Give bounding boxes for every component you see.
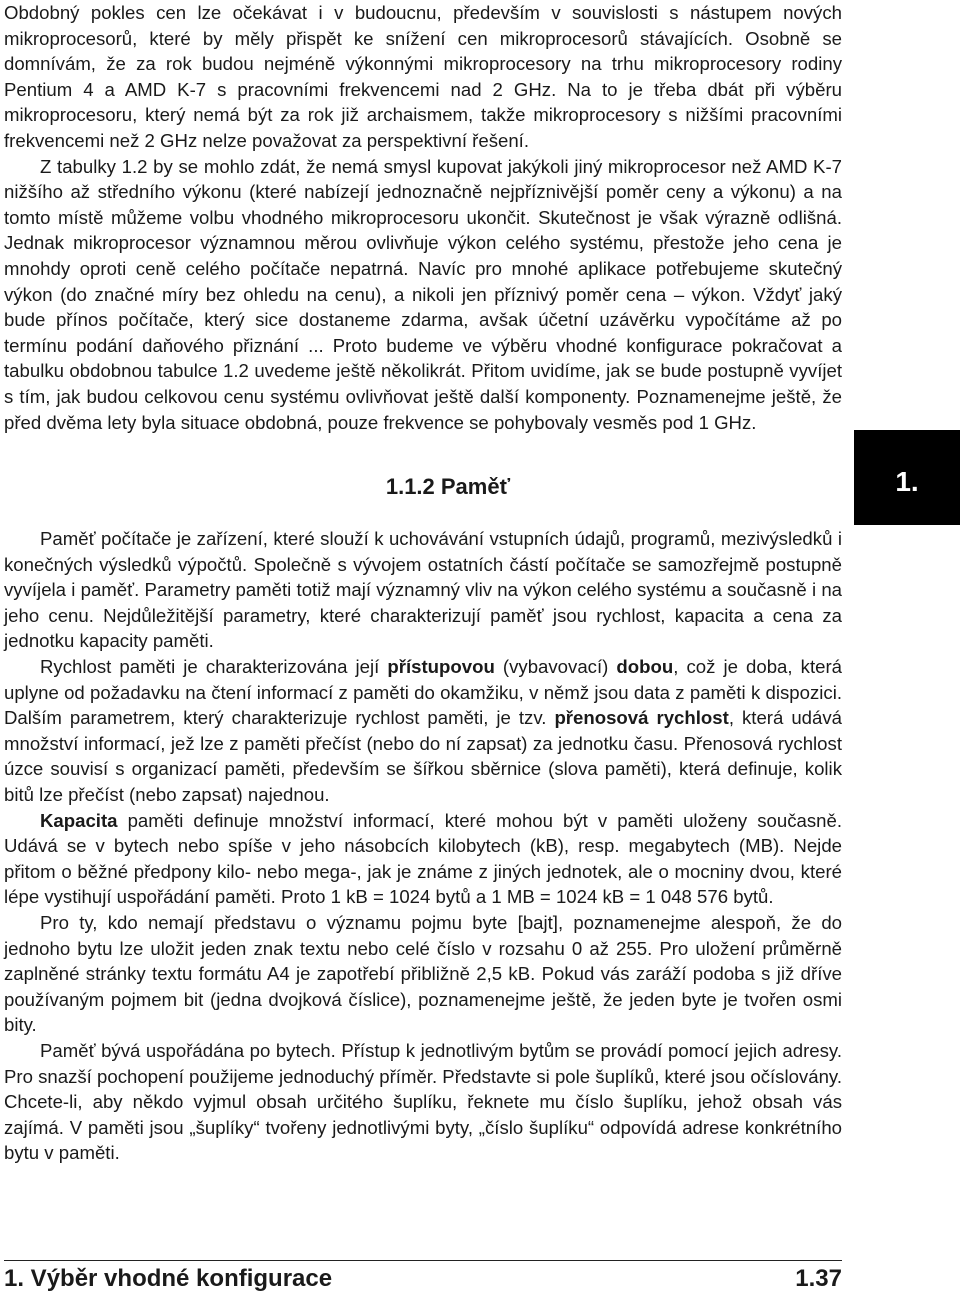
term-transfer-rate: přenosová rychlost (554, 707, 729, 729)
paragraph-memory-layout: Paměť bývá uspořádána po bytech. Přístup k jednotlivým bytům se provádí pomocí jejich adresy. Pro snazší pochopení použijeme jednoduchý příměr. Představte si pole šuplíků, které jsou očíslovány. Chcete-li, aby někdo vyjmul obsah určitého šuplíku, řeknete mu číslo šuplíku, jehož obsah vás zajímá. V paměti jsou „šuplíky“ tvořeny jednotlivými byty, „číslo šuplíku“ odpovídá adrese konkrétního bytu v paměti. (4, 1039, 842, 1164)
speed-text-3: , což je doba, která uplyne od požadavku na čtení informací z paměti do okamžiku, v němž jsou data z paměti k dispozici. Dalším parametrem, který charakterizuje rychlost paměti, je tzv. (4, 656, 842, 729)
section-heading: 1.1.2 Paměť (385, 474, 511, 500)
paragraph-table-note: Z tabulky 1.2 by se mohlo zdát, že nemá smysl kupovat jakýkoli jiný mikroprocesor než AMD K-7 nižšího až středního výkonu (které nabízejí jednoznačně nejpříznivější poměr ceny a výkonu) a na tomto místě můžeme volbu vhodného mikroprocesoru ukončit. Skutečnost je však výrazně odlišná. Jednak mikroprocesor významnou měrou ovlivňuje výkon celého systému, přestože jeho cena je mnohdy oproti ceně celého počítače nepatrná. Navíc pro mnohé aplikace potřebujeme skutečný výkon (do značné míry bez ohledu na cenu), a nikoli jen příznivý poměr cena – výkon. Vždyť jaký bude přínos počítače, který sice dostaneme zdarma, avšak účetní uzávěrku vypočítáme až po termínu podání daňového přiznání ... Proto budeme ve výběru vhodné konfigurace pokračovat a tabulku obdobnou tabulce 1.2 uvedeme ještě několikrát. Přitom uvidíme, jak se bude postupně vyvíjet s tím, jak budou celkovou cenu systému ovlivňovat ještě další komponenty. Poznamenejme ještě, že před dvěma lety byla situace obdobná, pouze frekvence se pohybovaly vesměs pod 1 GHz. (4, 155, 842, 433)
term-capacity: Kapacita (40, 809, 118, 831)
paragraph-price-drop: Obdobný pokles cen lze očekávat i v budoucnu, především v souvislosti s nástupem nových mikroprocesorů, které by měly přispět ke snížení cen mikroprocesorů stávajících. Osobně se domnívám, že za rok budou nejméně výkonnými mikroprocesory na trhu mikroprocesory rodiny Pentium 4 a AMD K-7 s pracovními frekvencemi nad 2 GHz. Na to je třeba dbát při výběru mikroprocesoru, který nemá být za rok již archaismem, takže mikroprocesory s nižšími pracovními frekvencemi než 2 GHz nelze považovat za perspektivní řešení. (4, 2, 842, 151)
speed-text-4: , která udává množství informací, jež lze z paměti přečíst (nebo do ní zapsat) za jednotku času. Přenosová rychlost úzce souvisí s organizací paměti, především se šířkou sběrnice (slova paměti), která definuje, kolik bitů lze přečíst (nebo zapsat) najednou. (4, 707, 842, 806)
term-access: přístupovou (387, 656, 495, 678)
paragraph-byte: Pro ty, kdo nemají představu o významu pojmu byte [bajt], poznamenejme alespoň, že do jednoho bytu lze uložit jeden znak textu nebo celé číslo v rozsahu 0 až 255. Pro uložení průměrně zaplněné stránky textu formátu A4 je zapotřebí přibližně 2,5 kB. Pokud vás zaráží podoba s již dříve používaným pojmem bit (jedna dvojková číslice), poznamenejme ještě, že jeden byte je tvořen osmi bity. (4, 912, 842, 1036)
capacity-text: paměti definuje množství informací, které mohou být v paměti uloženy současně. Udává se v bytech nebo spíše v jeho násobcích kilobytech (kB), resp. megabytech (MB). Nejde přitom o běžné předpony kilo- nebo mega-, jak je známe z jiných jednotek, ale o mocniny dvou, které lépe vystihují uspořádání paměti. Proto 1 kB = 1024 bytů a 1 MB = 1024 kB = 1 048 576 bytů. (4, 809, 842, 908)
text-column (4, 0, 842, 1166)
page-footer (4, 1264, 842, 1294)
page-number: 1.37 (795, 1265, 842, 1292)
paragraph-memory-intro: Paměť počítače je zařízení, které slouží k uchovávání vstupních údajů, programů, mezivýsledků i konečných výsledků výpočtů. Společně s vývojem ostatních částí počítače se samozřejmě postupně vyvíjela i paměť. Parametry paměti totiž mají významný vliv na výkon celého systému a současně i na jeho cenu. Nejdůležitější parametry, které charakterizují paměť jsou rychlost, kapacita a cena za jednotku kapacity paměti. (4, 528, 842, 652)
paragraph-memory-speed (4, 654, 842, 808)
term-time: dobou (616, 656, 674, 678)
speed-text-2: (vybavovací) (494, 656, 617, 678)
speed-text-1: Rychlost paměti je charakterizována její (40, 656, 388, 678)
footer-chapter-title: 1. Výběr vhodné konfigurace (4, 1265, 333, 1292)
paragraph-memory-capacity (4, 808, 842, 910)
chapter-tab: 1. (854, 430, 960, 525)
footer-rule (4, 1260, 842, 1261)
